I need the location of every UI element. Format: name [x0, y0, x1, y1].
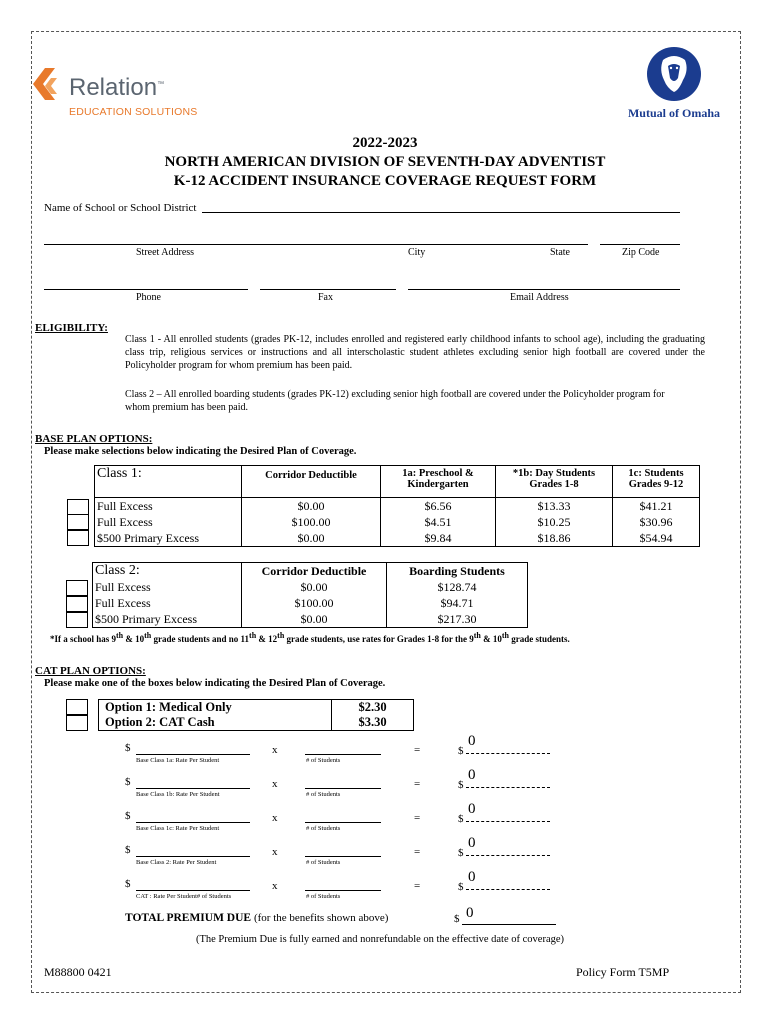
- class-2-label-cell: [93, 563, 242, 628]
- multiply-sign: x: [272, 744, 278, 756]
- eligibility-class-2: Class 2 – All enrolled boarding students (grades PK-12) excluding senior high football are covered under the Policyholder program for whom premium has been paid.: [125, 389, 665, 413]
- zip-code-label: Zip Code: [622, 247, 660, 258]
- cat-option-1-price: $2.30: [358, 700, 387, 714]
- class-2-row-3-deductible: $0.00: [300, 612, 328, 626]
- class-1-row-2-name: Full Excess: [97, 515, 153, 529]
- form-title-line-1: NORTH AMERICAN DIVISION OF SEVENTH-DAY ADVENTIST: [164, 154, 606, 170]
- cat-plan-heading: CAT PLAN OPTIONS:: [35, 665, 146, 677]
- cat-option-prices: [332, 700, 414, 731]
- lion-head-icon: [643, 46, 705, 102]
- multiply-sign: x: [272, 846, 278, 858]
- footnote-sup-5: th: [473, 631, 481, 640]
- rate-dollar-sign: $: [125, 878, 131, 890]
- premium-disclaimer: (The Premium Due is fully earned and nonrefundable on the effective date of coverage): [195, 934, 565, 945]
- relation-tagline: EDUCATION SOLUTIONS: [69, 106, 198, 118]
- form-number: M88800 0421: [44, 965, 112, 979]
- row-total-value[interactable]: 0: [468, 767, 476, 783]
- class-1-row-names: [95, 498, 242, 547]
- rate-per-student-label: Base Class 1b: Rate Per Student: [136, 791, 220, 798]
- school-name-label: Name of School or School District: [44, 202, 197, 214]
- class-1-col-1c-header: 1c: Students Grades 9-12: [613, 466, 700, 498]
- email-label: Email Address: [510, 292, 569, 303]
- form-year: 2022-2023: [352, 135, 418, 151]
- mutual-of-omaha-text: Mutual of Omaha: [627, 106, 720, 120]
- class-1-full-excess-100-checkbox[interactable]: [67, 514, 89, 530]
- footnote-part-3: grade students and no 11: [151, 634, 250, 644]
- class-2-boarding-header: Boarding Students: [409, 564, 505, 578]
- school-name-field[interactable]: [202, 212, 680, 213]
- equals-sign: =: [414, 846, 421, 858]
- class-2-row-2-boarding: $94.71: [440, 596, 474, 610]
- class-2-label: Class 2:: [95, 563, 140, 578]
- row-total-value[interactable]: 0: [468, 801, 476, 817]
- class-1-rates-1c: [613, 498, 700, 547]
- total-premium-title: TOTAL PREMIUM DUE: [125, 912, 252, 924]
- rate-per-student-field[interactable]: [136, 890, 250, 891]
- row-total-field[interactable]: [466, 855, 550, 856]
- number-of-students-field[interactable]: [305, 754, 381, 755]
- row-total-value[interactable]: 0: [468, 733, 476, 749]
- street-address-field[interactable]: [44, 244, 588, 245]
- city-label: City: [408, 247, 426, 258]
- class-1-row-3-deductible: $0.00: [297, 531, 325, 545]
- cat-options-table: [98, 699, 414, 731]
- rate-dollar-sign: $: [125, 742, 131, 754]
- class-2-row-1-deductible: $0.00: [300, 580, 328, 594]
- row-total-dollar: $: [458, 847, 464, 859]
- cat-plan-instruction: Please make one of the boxes below indicating the Desired Plan of Coverage.: [44, 678, 386, 689]
- class-1-row-1-deductible: $0.00: [297, 499, 325, 513]
- class-2-primary-excess-checkbox[interactable]: [66, 612, 88, 628]
- footnote-sup-4: th: [277, 631, 285, 640]
- form-header: [0, 134, 770, 191]
- state-label: State: [550, 247, 570, 258]
- fax-label: Fax: [318, 292, 333, 303]
- row-total-dollar: $: [458, 881, 464, 893]
- rate-per-student-field[interactable]: [136, 856, 250, 857]
- equals-sign: =: [414, 744, 421, 756]
- eligibility-heading: ELIGIBILITY:: [35, 322, 108, 334]
- relation-logo: [33, 68, 213, 120]
- cat-option-2-name: Option 2: CAT Cash: [105, 715, 215, 729]
- class-2-row-3-boarding: $217.30: [437, 612, 477, 626]
- grade-rate-footnote: [50, 631, 570, 644]
- row-total-field[interactable]: [466, 787, 550, 788]
- relation-logo-text: Relation™: [69, 74, 165, 101]
- number-of-students-field[interactable]: [305, 890, 381, 891]
- class-1-row-1-rate-1b: $13.33: [537, 499, 571, 513]
- class-2-row-2-deductible: $100.00: [294, 596, 334, 610]
- relation-logo-icon: [33, 68, 65, 104]
- class-2-deductible-header: Corridor Deductible: [261, 564, 367, 578]
- form-title-line-2: K-12 ACCIDENT INSURANCE COVERAGE REQUEST FORM: [173, 173, 597, 189]
- row-total-field[interactable]: [466, 821, 550, 822]
- equals-sign: =: [414, 812, 421, 824]
- number-of-students-field[interactable]: [305, 822, 381, 823]
- class-1-deductibles: [242, 498, 381, 547]
- footnote-part-1: *If a school has 9: [50, 634, 117, 644]
- number-of-students-label: # of Students: [306, 859, 341, 866]
- class-1-row-1-rate-1a: $6.56: [424, 499, 452, 513]
- footnote-part-6: & 10: [480, 634, 502, 644]
- footnote-part-2: & 10: [123, 634, 145, 644]
- class-1-col-1b-header: *1b: Day Students Grades 1-8: [496, 466, 613, 498]
- rate-per-student-field[interactable]: [136, 788, 250, 789]
- equals-sign: =: [414, 880, 421, 892]
- rate-dollar-sign: $: [125, 776, 131, 788]
- class-1-row-1-rate-1c: $41.21: [639, 499, 673, 513]
- total-premium-value[interactable]: 0: [466, 905, 474, 921]
- class-1-label: Class 1:: [95, 466, 242, 498]
- class-1-row-2-rate-1a: $4.51: [424, 515, 452, 529]
- class-1-row-3-rate-1a: $9.84: [424, 531, 452, 545]
- class-1-row-1-name: Full Excess: [97, 499, 153, 513]
- footnote-sup-6: th: [501, 631, 509, 640]
- phone-field[interactable]: [44, 289, 248, 290]
- email-field[interactable]: [408, 289, 680, 290]
- eligibility-class-1: Class 1 - All enrolled students (grades PK-12, includes enrolled and registered early childhood infants to school age), including the graduating class trip, religious services or instructions and all interscholastic student athletes excluding senior high football are covered under the Policyholder program for whom premium has been paid.: [125, 334, 705, 371]
- class-2-row-2-name: Full Excess: [95, 596, 151, 610]
- class-1-row-3-rate-1b: $18.86: [537, 531, 571, 545]
- number-of-students-label: # of Students: [306, 791, 341, 798]
- rate-dollar-sign: $: [125, 844, 131, 856]
- class-1-row-2-deductible: $100.00: [291, 515, 331, 529]
- class-1-full-excess-checkbox[interactable]: [67, 499, 89, 515]
- cat-option-2-checkbox[interactable]: [66, 715, 88, 731]
- total-premium-subtitle: (for the benefits shown above): [253, 912, 389, 924]
- number-of-students-field[interactable]: [305, 788, 381, 789]
- class-1-rate-table: [94, 465, 700, 547]
- total-premium-dollar: $: [454, 913, 460, 925]
- footnote-part-5: grade students, use rates for Grades 1-8 for the 9: [284, 634, 474, 644]
- footnote-sup-2: th: [144, 631, 152, 640]
- number-of-students-label: # of Students: [306, 893, 341, 900]
- total-premium-label: [125, 912, 388, 924]
- multiply-sign: x: [272, 812, 278, 824]
- cat-option-names: [99, 700, 332, 731]
- policy-form-number: Policy Form T5MP: [576, 965, 670, 979]
- base-plan-heading: BASE PLAN OPTIONS:: [35, 433, 153, 445]
- phone-label: Phone: [136, 292, 161, 303]
- multiply-sign: x: [272, 778, 278, 790]
- number-of-students-field[interactable]: [305, 856, 381, 857]
- rate-per-student-label: Base Class 2: Rate Per Student: [136, 859, 217, 866]
- footnote-sup-3: th: [249, 631, 257, 640]
- row-total-field[interactable]: [466, 753, 550, 754]
- cat-option-2-price: $3.30: [358, 715, 387, 729]
- rate-per-student-field[interactable]: [136, 754, 250, 755]
- class-1-row-2-rate-1b: $10.25: [537, 515, 571, 529]
- class-2-row-3-name: $500 Primary Excess: [95, 612, 197, 626]
- base-plan-instruction: Please make selections below indicating the Desired Plan of Coverage.: [44, 446, 357, 457]
- class-1-rates-1b: [496, 498, 613, 547]
- fax-field[interactable]: [260, 289, 396, 290]
- rate-per-student-label: Base Class 1a: Rate Per Student: [136, 757, 220, 764]
- class-2-row-1-name: Full Excess: [95, 580, 151, 594]
- street-address-label: Street Address: [136, 247, 195, 258]
- row-total-dollar: $: [458, 745, 464, 757]
- class-2-boarding-cell: [387, 563, 528, 628]
- class-1-row-3-name: $500 Primary Excess: [97, 531, 199, 545]
- class-2-full-excess-checkbox[interactable]: [66, 580, 88, 596]
- multiply-sign: x: [272, 880, 278, 892]
- row-total-value[interactable]: 0: [468, 869, 476, 885]
- cat-option-1-name: Option 1: Medical Only: [105, 700, 232, 714]
- row-total-dollar: $: [458, 779, 464, 791]
- class-1-col-1a-header: 1a: Preschool & Kindergarten: [381, 466, 496, 498]
- class-1-primary-excess-checkbox[interactable]: [67, 530, 89, 546]
- class-1-deductible-header: Corridor Deductible: [242, 466, 381, 498]
- rate-per-student-label: Base Class 1c: Rate Per Student: [136, 825, 220, 832]
- footnote-sup-1: th: [116, 631, 124, 640]
- row-total-value[interactable]: 0: [468, 835, 476, 851]
- rate-dollar-sign: $: [125, 810, 131, 822]
- number-of-students-label: # of Students: [306, 757, 341, 764]
- class-2-full-excess-100-checkbox[interactable]: [66, 596, 88, 612]
- number-of-students-label: # of Students: [306, 825, 341, 832]
- mutual-of-omaha-logo: [620, 46, 728, 122]
- class-2-deductible-cell: [242, 563, 387, 628]
- row-total-dollar: $: [458, 813, 464, 825]
- equals-sign: =: [414, 778, 421, 790]
- footnote-part-4: & 12: [256, 634, 278, 644]
- rate-per-student-field[interactable]: [136, 822, 250, 823]
- class-1-rates-1a: [381, 498, 496, 547]
- row-total-field[interactable]: [466, 889, 550, 890]
- total-premium-field[interactable]: [462, 924, 556, 925]
- class-1-row-3-rate-1c: $54.94: [639, 531, 673, 545]
- footnote-part-7: grade students.: [508, 634, 570, 644]
- cat-option-1-checkbox[interactable]: [66, 699, 88, 715]
- rate-per-student-label: CAT : Rate Per Student# of Students: [136, 893, 232, 900]
- zip-code-field[interactable]: [600, 244, 680, 245]
- class-2-rate-table: [92, 562, 528, 628]
- class-2-row-1-boarding: $128.74: [437, 580, 477, 594]
- class-1-row-2-rate-1c: $30.96: [639, 515, 673, 529]
